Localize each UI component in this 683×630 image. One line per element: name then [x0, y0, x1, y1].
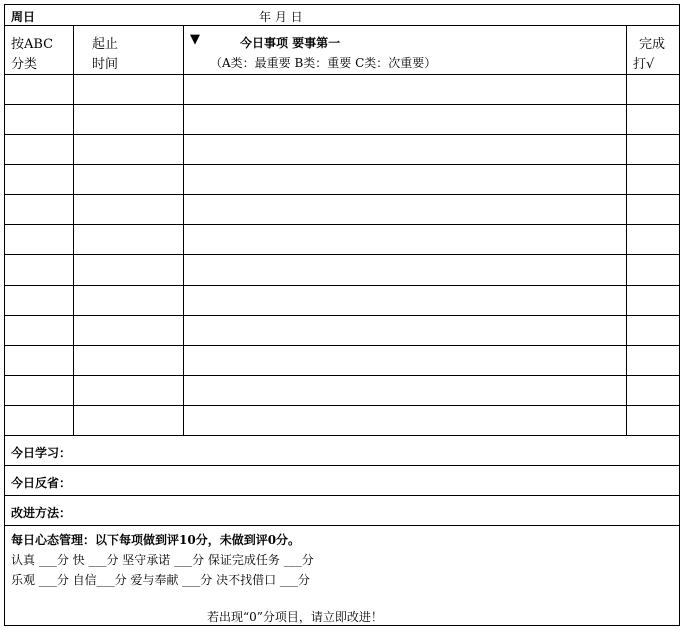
task-row [5, 225, 679, 255]
task-cell[interactable] [184, 225, 627, 254]
task-cell[interactable] [184, 376, 627, 405]
time-cell[interactable] [74, 135, 184, 164]
time-cell[interactable] [74, 286, 184, 315]
task-cell[interactable] [184, 286, 627, 315]
task-cell[interactable] [184, 105, 627, 134]
time-cell[interactable] [74, 165, 184, 194]
category-cell[interactable] [5, 135, 74, 164]
task-row [5, 255, 679, 285]
done-cell[interactable] [627, 376, 679, 405]
task-cell[interactable] [184, 195, 627, 224]
done-cell[interactable] [627, 195, 679, 224]
study-row [5, 436, 679, 466]
category-cell[interactable] [5, 75, 74, 104]
task-row [5, 286, 679, 316]
time-cell[interactable] [74, 75, 184, 104]
mindset-footer: 若出现“0”分项目，请立即改进！ [207, 610, 383, 624]
task-cell[interactable] [184, 75, 627, 104]
task-row [5, 195, 679, 225]
task-cell[interactable] [184, 135, 627, 164]
category-cell[interactable] [5, 316, 74, 345]
column-header-row [5, 26, 679, 75]
done-cell[interactable] [627, 225, 679, 254]
task-cell[interactable] [184, 316, 627, 345]
done-cell[interactable] [627, 316, 679, 345]
done-cell[interactable] [627, 165, 679, 194]
improvement-row [5, 496, 679, 526]
improvement-label: 改进方法： [11, 506, 72, 520]
done-header [627, 26, 679, 74]
task-cell[interactable] [184, 255, 627, 284]
task-header-subtitle: （A类：最重要 B类：重要 C类：次重要） [210, 56, 437, 70]
task-row [5, 105, 679, 135]
task-row [5, 376, 679, 406]
category-cell[interactable] [5, 255, 74, 284]
time-cell[interactable] [74, 346, 184, 375]
task-row [5, 75, 679, 105]
mindset-line1: 认真 ___分 快 ___分 坚守承诺 ___分 保证完成任务 ___分 [11, 553, 314, 567]
category-header [5, 26, 74, 74]
category-header-line2: 分类 [11, 57, 38, 72]
reflection-row [5, 466, 679, 496]
time-cell[interactable] [74, 195, 184, 224]
task-row [5, 165, 679, 195]
task-header-title: 今日事项 要事第一 [240, 36, 341, 50]
done-cell[interactable] [627, 75, 679, 104]
study-label: 今日学习： [11, 446, 72, 460]
mindset-title: 每日心态管理：以下每项做到评10分，未做到评0分。 [11, 533, 301, 547]
time-cell[interactable] [74, 225, 184, 254]
done-header-line2: 打√ [633, 57, 655, 72]
time-header-line2: 时间 [92, 57, 119, 72]
time-cell[interactable] [74, 406, 184, 435]
time-header [74, 26, 184, 74]
daily-planner-sheet [4, 4, 680, 626]
task-cell[interactable] [184, 406, 627, 435]
done-cell[interactable] [627, 135, 679, 164]
task-header [184, 26, 627, 74]
time-cell[interactable] [74, 105, 184, 134]
done-cell[interactable] [627, 406, 679, 435]
category-cell[interactable] [5, 376, 74, 405]
category-cell[interactable] [5, 225, 74, 254]
task-row [5, 316, 679, 346]
week-label: 周日 [11, 10, 36, 24]
category-cell[interactable] [5, 406, 74, 435]
category-cell[interactable] [5, 195, 74, 224]
done-cell[interactable] [627, 346, 679, 375]
task-row [5, 346, 679, 376]
category-cell[interactable] [5, 165, 74, 194]
category-header-line1: 按ABC [11, 37, 54, 52]
time-cell[interactable] [74, 255, 184, 284]
mindset-line2: 乐观 ___分 自信___分 爱与奉献 ___分 决不找借口 ___分 [11, 573, 310, 587]
done-header-line1: 完成 [639, 37, 666, 52]
category-cell[interactable] [5, 105, 74, 134]
reflection-label: 今日反省： [11, 476, 72, 490]
task-cell[interactable] [184, 165, 627, 194]
task-row [5, 406, 679, 436]
done-cell[interactable] [627, 255, 679, 284]
done-cell[interactable] [627, 105, 679, 134]
done-cell[interactable] [627, 286, 679, 315]
time-cell[interactable] [74, 376, 184, 405]
category-cell[interactable] [5, 286, 74, 315]
header-row [5, 5, 679, 26]
marker-icon: ▼ [190, 32, 200, 47]
time-cell[interactable] [74, 316, 184, 345]
mindset-section [5, 526, 679, 625]
task-cell[interactable] [184, 346, 627, 375]
date-label: 年 月 日 [259, 10, 303, 24]
category-cell[interactable] [5, 346, 74, 375]
time-header-line1: 起止 [92, 37, 119, 52]
task-row [5, 135, 679, 165]
